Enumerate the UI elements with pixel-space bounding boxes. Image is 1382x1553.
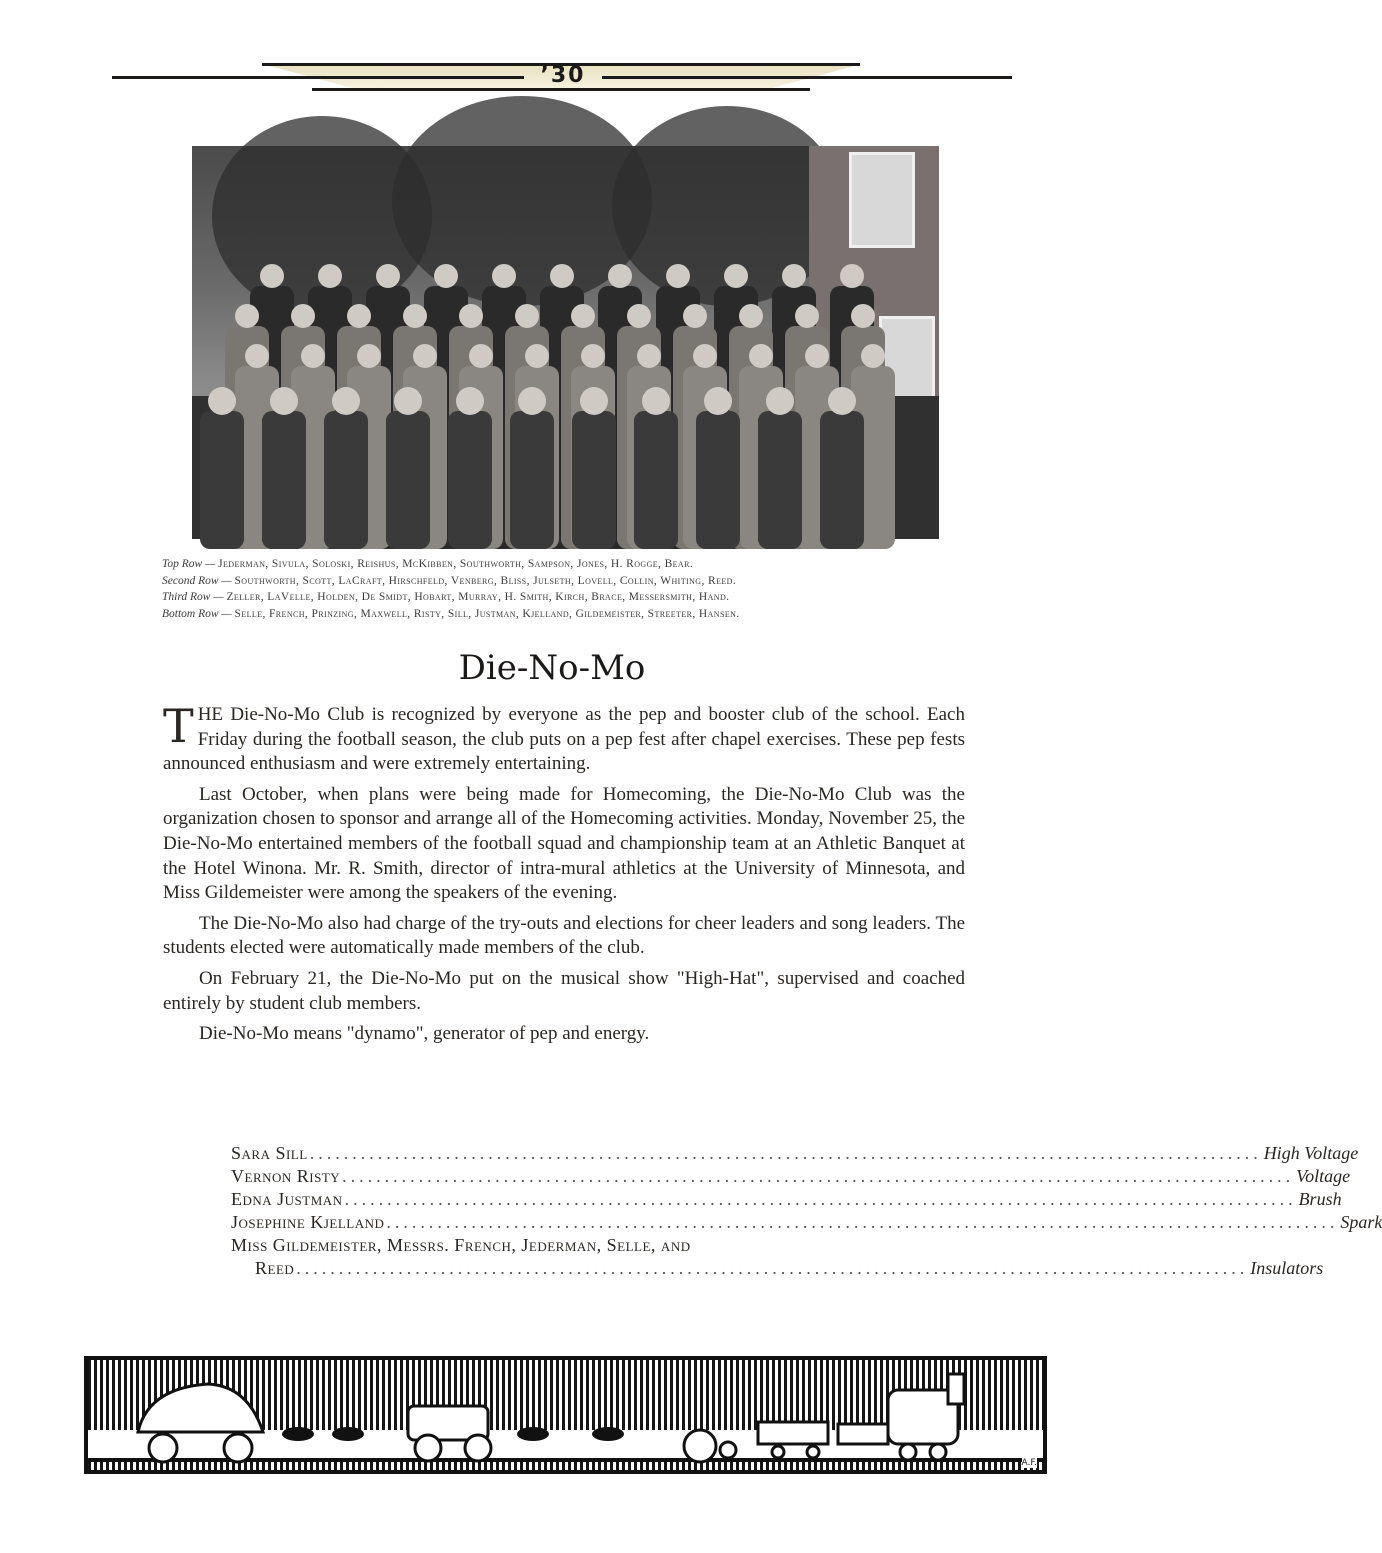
- header-rule: [112, 76, 524, 79]
- photo-caption: [162, 556, 982, 622]
- person-figure: [510, 411, 554, 549]
- person-head: [525, 344, 549, 368]
- wheel-icon: [900, 1444, 916, 1460]
- person-head: [456, 387, 484, 415]
- person-head: [724, 264, 748, 288]
- person-head: [245, 344, 269, 368]
- officer-name: Josephine Kjelland: [231, 1212, 385, 1232]
- article-title: Die-No-Mo: [458, 648, 646, 688]
- person-head: [301, 344, 325, 368]
- wheel-icon: [465, 1435, 491, 1461]
- paragraph: Last October, when plans were being made for Homecoming, the Die-No-Mo Club was the organization chosen to sponsor and arrange all of the Homecoming activities. Monday, November 25, the Die-No-Mo entertained members of the football squad and championship team at an Athletic Banquet at the Hotel Winona. Mr. R. Smith, director of intra-mural athletics at the University of Minnesota, and Miss Gildemeister were among the speakers of the evening.: [163, 783, 965, 904]
- train-car-icon: [758, 1422, 828, 1444]
- person-head: [782, 264, 806, 288]
- officer-name: Reed: [255, 1258, 295, 1278]
- caption-row-names: Selle, French, Prinzing, Maxwell, Risty, Sill, Justman, Kjelland, Gildemeister, Streeter, Hansen.: [234, 607, 740, 620]
- person-figure: [696, 411, 740, 549]
- page-header: [112, 60, 1012, 100]
- person-figure: [262, 411, 306, 549]
- person-head: [666, 264, 690, 288]
- officer-title: Brush: [1298, 1189, 1342, 1209]
- officer-title: Voltage: [1296, 1166, 1351, 1186]
- caption-row-names: Zeller, LaVelle, Holden, De Smidt, Hobart, Murray, H. Smith, Kirch, Brace, Messersmith, Hand.: [226, 591, 730, 603]
- leader-dots: ................................................................................................................: [309, 1143, 1262, 1163]
- person-head: [627, 304, 651, 328]
- officer-row: [231, 1257, 1324, 1280]
- person-head: [270, 387, 298, 415]
- officer-row: [231, 1188, 1342, 1211]
- person-head: [492, 264, 516, 288]
- train-car-icon: [838, 1424, 888, 1444]
- paragraph: The Die-No-Mo also had charge of the try-outs and elections for cheer leaders and song leaders. The students elected were automatically made members of the club.: [163, 912, 965, 959]
- person-head: [766, 387, 794, 415]
- wheel-icon: [772, 1446, 784, 1458]
- person-head: [571, 304, 595, 328]
- officer-name: Vernon Risty: [231, 1166, 341, 1186]
- officer-title: High Voltage: [1263, 1143, 1359, 1163]
- person-head: [413, 344, 437, 368]
- caption-row-label: Second Row —: [162, 574, 232, 587]
- officer-row: [231, 1142, 1359, 1165]
- caption-row-label: Bottom Row —: [162, 607, 232, 620]
- footer-frieze: [84, 1356, 1047, 1474]
- person-figure: [386, 411, 430, 549]
- person-figure: [758, 411, 802, 549]
- caption-row: [162, 589, 982, 606]
- officer-name: Miss Gildemeister, Messrs. French, Jederman, Selle, and: [231, 1235, 691, 1255]
- person-head: [347, 304, 371, 328]
- person-head: [642, 387, 670, 415]
- officer-title: Spark: [1340, 1212, 1382, 1232]
- officer-row: [231, 1165, 1351, 1188]
- person-head: [357, 344, 381, 368]
- person-head: [550, 264, 574, 288]
- person-head: [840, 264, 864, 288]
- caption-row: [162, 556, 982, 573]
- person-figure: [448, 411, 492, 549]
- artist-signature: A.F.: [1021, 1458, 1037, 1468]
- person-head: [693, 344, 717, 368]
- drop-cap: T: [163, 699, 194, 753]
- header-rule: [312, 88, 810, 91]
- officer-list: [231, 1142, 1382, 1280]
- paragraph: On February 21, the Die-No-Mo put on the musical show "High-Hat", supervised and coached entirely by student club members.: [163, 967, 965, 1014]
- leader-dots: ................................................................................................................: [386, 1212, 1339, 1232]
- photo-people: [192, 146, 939, 539]
- person-head: [828, 387, 856, 415]
- wheel-icon: [930, 1444, 946, 1460]
- paragraph: Die-No-Mo means "dynamo", generator of pep and energy.: [199, 1023, 650, 1045]
- wheel-icon: [224, 1434, 252, 1462]
- year-label: ’30: [540, 63, 586, 88]
- person-head: [518, 387, 546, 415]
- caption-row: [162, 573, 982, 590]
- person-head: [851, 304, 875, 328]
- person-head: [434, 264, 458, 288]
- person-figure: [324, 411, 368, 549]
- person-head: [291, 304, 315, 328]
- officer-title: Insulators: [1250, 1258, 1324, 1278]
- officer-name: Edna Justman: [231, 1189, 343, 1209]
- wheel-icon: [720, 1442, 736, 1458]
- person-head: [260, 264, 284, 288]
- person-head: [749, 344, 773, 368]
- paragraph-text: HE Die-No-Mo Club is recognized by everyone as the pep and booster club of the school. Each Friday during the football season, the club puts on a pep fest after chapel exercises. These pep fests announced enthusiasm and were extremely entertaining.: [163, 704, 965, 775]
- person-figure: [200, 411, 244, 549]
- officer-name: Sara Sill: [231, 1143, 308, 1163]
- article-body: [163, 699, 965, 1053]
- wheel-icon: [149, 1434, 177, 1462]
- person-head: [394, 387, 422, 415]
- person-head: [795, 304, 819, 328]
- person-head: [704, 387, 732, 415]
- person-head: [581, 344, 605, 368]
- person-head: [208, 387, 236, 415]
- header-rule: [602, 76, 1012, 79]
- horse-icon: [592, 1427, 624, 1441]
- group-photo: [192, 146, 939, 539]
- person-head: [515, 304, 539, 328]
- person-figure: [572, 411, 616, 549]
- person-head: [683, 304, 707, 328]
- person-head: [469, 344, 493, 368]
- frieze-vehicles: [88, 1360, 1043, 1470]
- smokestack-icon: [948, 1374, 964, 1404]
- person-head: [580, 387, 608, 415]
- caption-row-label: Third Row —: [162, 591, 224, 603]
- person-head: [459, 304, 483, 328]
- officer-row: [231, 1211, 1382, 1234]
- horse-icon: [282, 1427, 314, 1441]
- horse-icon: [517, 1427, 549, 1441]
- wagon-icon: [138, 1384, 263, 1432]
- person-head: [318, 264, 342, 288]
- leader-dots: ................................................................................................................: [342, 1166, 1295, 1186]
- person-head: [403, 304, 427, 328]
- caption-row-names: Jederman, Sivula, Soloski, Reishus, McKibben, Southworth, Sampson, Jones, H. Rogge, Bear.: [218, 558, 694, 570]
- caption-row: [162, 606, 982, 623]
- horse-icon: [332, 1427, 364, 1441]
- wheel-icon: [415, 1435, 441, 1461]
- officer-row: [231, 1234, 901, 1257]
- wheel-icon: [807, 1446, 819, 1458]
- person-figure: [820, 411, 864, 549]
- person-figure: [634, 411, 678, 549]
- caption-row-names: Southworth, Scott, LaCraft, Hirschfeld, Venberg, Bliss, Julseth, Lovell, Collin, Whiting, Reed.: [234, 574, 737, 587]
- person-head: [861, 344, 885, 368]
- person-head: [739, 304, 763, 328]
- person-head: [637, 344, 661, 368]
- paragraph: [163, 699, 965, 777]
- person-head: [805, 344, 829, 368]
- person-head: [376, 264, 400, 288]
- caption-row-label: Top Row —: [162, 558, 216, 570]
- leader-dots: ................................................................................................................: [296, 1258, 1249, 1278]
- leader-dots: ................................................................................................................: [344, 1189, 1297, 1209]
- person-head: [608, 264, 632, 288]
- person-head: [235, 304, 259, 328]
- wheel-icon: [684, 1430, 716, 1462]
- person-head: [332, 387, 360, 415]
